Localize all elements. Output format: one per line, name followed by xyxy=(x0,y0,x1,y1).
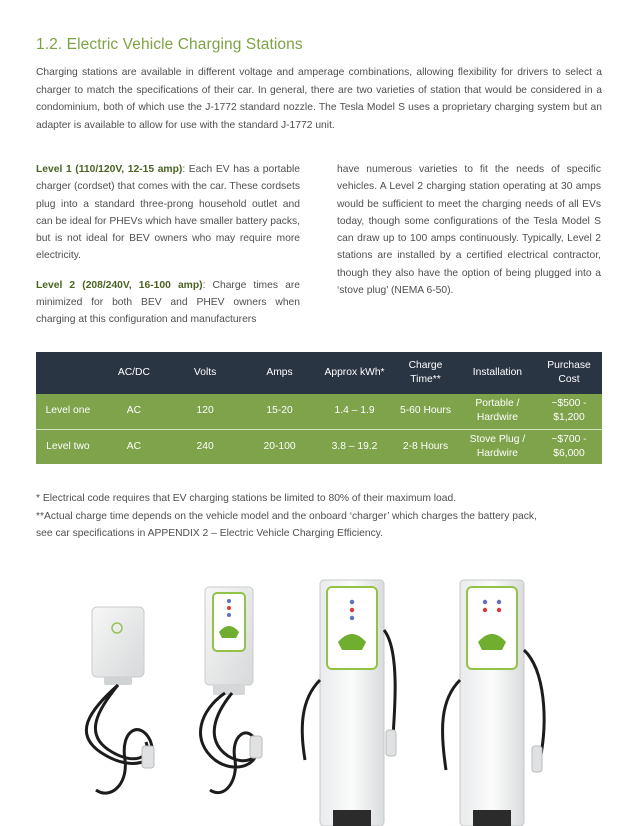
intro-paragraph: Charging stations are available in different voltage and amperage combinations, allowing flexibility for drivers to select a charger to match the specifications of their car. In general, there are two varieties of station that would be considered in a condominium, both of which use the J-1772 standard nozzle. The Tesla Model S uses a proprietary charging system but an adapter is available to allow for use with the standard J-1772 unit. xyxy=(36,67,602,131)
wall-charger-unit xyxy=(86,607,154,793)
table-header xyxy=(36,352,100,394)
footnote-1: * Electrical code requires that EV charging stations be limited to 80% of their maximum load. xyxy=(36,493,457,504)
right-column xyxy=(337,161,601,311)
table-cell: AC xyxy=(126,440,142,452)
level2-paragraph xyxy=(36,277,300,329)
charging-spec-table xyxy=(36,352,602,464)
table-header: Approx kWh* xyxy=(324,367,385,378)
left-column xyxy=(36,161,300,341)
level1-paragraph xyxy=(36,161,300,265)
table-header: Amps xyxy=(266,367,293,378)
table-cell: Portable / Hardwire xyxy=(459,394,536,429)
pedestal-charger-unit xyxy=(443,580,545,826)
footnote-2-continued: see car specifications in APPENDIX 2 – Electric Vehicle Charging Efficiency. xyxy=(36,528,384,539)
footnotes xyxy=(36,490,636,543)
table-cell: 120 xyxy=(168,394,242,429)
level2-heading: Level 2 (208/240V, 16-100 amp) xyxy=(36,279,203,291)
table-cell: 20-100 xyxy=(263,440,296,452)
table-header: Charge Time** xyxy=(408,360,443,385)
table-header: AC/DC xyxy=(117,367,150,378)
table-cell: 3.8 – 19.2 xyxy=(331,440,378,452)
pedestal-charger-unit xyxy=(302,580,396,826)
table-cell: Level two xyxy=(46,440,90,452)
wall-charger-unit xyxy=(201,587,262,793)
table-header: Volts xyxy=(193,367,217,378)
table-header: Installation xyxy=(472,367,523,378)
table-row xyxy=(36,429,602,464)
section-title: 1.2. Electric Vehicle Charging Stations xyxy=(36,36,303,53)
table-cell: 240 xyxy=(196,440,214,452)
table-header-row xyxy=(36,352,602,394)
table-cell: ~$500 - $1,200 xyxy=(536,394,602,429)
table-cell: 2-8 Hours xyxy=(402,440,449,452)
table-cell: ~$700 - $6,000 xyxy=(551,433,587,459)
table-cell: 15-20 xyxy=(242,394,317,429)
footnote-2: **Actual charge time depends on the vehicle model and the onboard ‘charger’ which charges the battery pack, xyxy=(36,510,537,522)
table-cell: 1.4 – 1.9 xyxy=(317,394,392,429)
charging-stations-photo xyxy=(0,560,638,826)
table-cell: Stove Plug / Hardwire xyxy=(469,433,526,459)
table-cell: AC xyxy=(100,394,168,429)
level1-text: : Each EV has a portable charger (cordset) that comes with the car. These cordsets plug into a standard three-prong household outlet and can be ideal for PHEVs which have smaller battery packs, but is not ideal for BEV owners who may require more electricity. xyxy=(36,164,300,262)
table-row xyxy=(36,394,602,429)
table-cell: Level one xyxy=(36,394,100,429)
level2-continued: have numerous varieties to fit the needs of specific vehicles. A Level 2 charging station operating at 30 amps would be sufficient to meet the charging needs of all EVs today, though some configurations of the Tesla Model S can draw up to 100 amps continuously. Typically, Level 2 stations are installed by a certified electrical contractor, though they also have the option of being plugged into a ‘stove plug’ (NEMA 6-50). xyxy=(337,164,601,297)
level2-text-a: : Charge times are minimized for both BEV and PHEV owners when charging at this configuration and manufacturers xyxy=(36,279,300,326)
level1-heading: Level 1 (110/120V, 12-15 amp) xyxy=(36,164,183,175)
table-header: Purchase Cost xyxy=(547,360,591,385)
table-cell: 5-60 Hours xyxy=(392,394,459,429)
